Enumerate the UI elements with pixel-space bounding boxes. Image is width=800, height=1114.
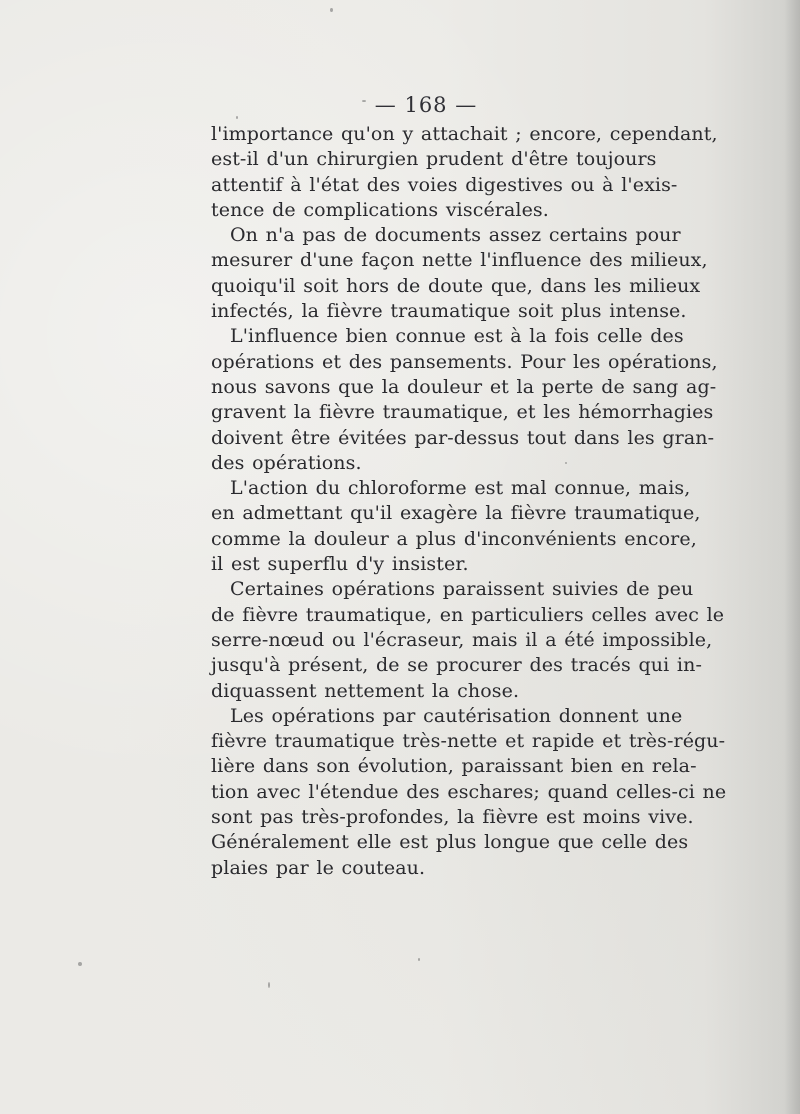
paragraph bbox=[211, 476, 701, 577]
paragraph bbox=[211, 577, 725, 703]
text-line: en admettant qu'il exagère la fièvre traumatique, bbox=[211, 502, 701, 525]
text-line: Certaines opérations paraissent suivies de peu bbox=[230, 578, 694, 601]
paper-speck bbox=[78, 962, 82, 966]
text-line: Généralement elle est plus longue que celle des bbox=[211, 831, 689, 854]
text-line: opérations et des pansements. Pour les opérations, bbox=[211, 350, 718, 373]
page-number-text: — 168 — bbox=[374, 93, 478, 117]
page-edge-shadow bbox=[784, 0, 800, 1114]
text-line: diquassent nettement la chose. bbox=[211, 679, 520, 702]
page-number bbox=[0, 93, 800, 117]
paper-speck bbox=[418, 958, 420, 961]
text-line: Les opérations par cautérisation donnent une bbox=[230, 704, 683, 727]
text-line: quoiqu'il soit hors de doute que, dans les milieux bbox=[211, 274, 701, 297]
paper-speck bbox=[330, 8, 333, 12]
text-line: sont pas très-profondes, la fièvre est moins vive. bbox=[211, 806, 694, 829]
paragraph bbox=[211, 223, 708, 324]
body-text bbox=[211, 122, 727, 881]
text-line: infectés, la fièvre traumatique soit plus intense. bbox=[211, 300, 687, 323]
text-line: il est superflu d'y insister. bbox=[211, 553, 469, 576]
text-line: plaies par le couteau. bbox=[211, 856, 426, 879]
text-line: est-il d'un chirurgien prudent d'être toujours bbox=[211, 148, 657, 171]
text-line: mesurer d'une façon nette l'influence des milieux, bbox=[211, 249, 708, 272]
text-line: L'influence bien connue est à la fois celle des bbox=[230, 325, 684, 348]
paper-speck bbox=[268, 982, 270, 988]
text-line: tion avec l'étendue des eschares; quand celles-ci ne bbox=[211, 780, 727, 803]
text-line: lière dans son évolution, paraissant bien en rela- bbox=[211, 755, 697, 778]
text-line: L'action du chloroforme est mal connue, mais, bbox=[230, 477, 691, 500]
text-line: gravent la fièvre traumatique, et les hémorrhagies bbox=[211, 401, 714, 424]
text-line: de fièvre traumatique, en particuliers celles avec le bbox=[211, 603, 725, 626]
text-line: tence de complications viscérales. bbox=[211, 198, 549, 221]
paragraph bbox=[211, 324, 718, 476]
text-line: jusqu'à présent, de se procurer des tracés qui in- bbox=[211, 654, 702, 677]
text-line: comme la douleur a plus d'inconvénients encore, bbox=[211, 527, 697, 550]
text-line: On n'a pas de documents assez certains pour bbox=[230, 224, 681, 247]
text-line: doivent être évitées par-dessus tout dans les gran- bbox=[211, 426, 715, 449]
text-line: des opérations. bbox=[211, 451, 362, 474]
text-line: l'importance qu'on y attachait ; encore, cependant, bbox=[211, 123, 718, 145]
text-line: serre-nœud ou l'écraseur, mais il a été impossible, bbox=[211, 628, 713, 651]
text-line: attentif à l'état des voies digestives ou à l'exis- bbox=[211, 173, 678, 196]
text-line: fièvre traumatique très-nette et rapide et très-régu- bbox=[211, 730, 726, 753]
text-line: nous savons que la douleur et la perte de sang ag- bbox=[211, 375, 717, 398]
paragraph bbox=[211, 704, 727, 881]
paragraph bbox=[211, 122, 718, 223]
